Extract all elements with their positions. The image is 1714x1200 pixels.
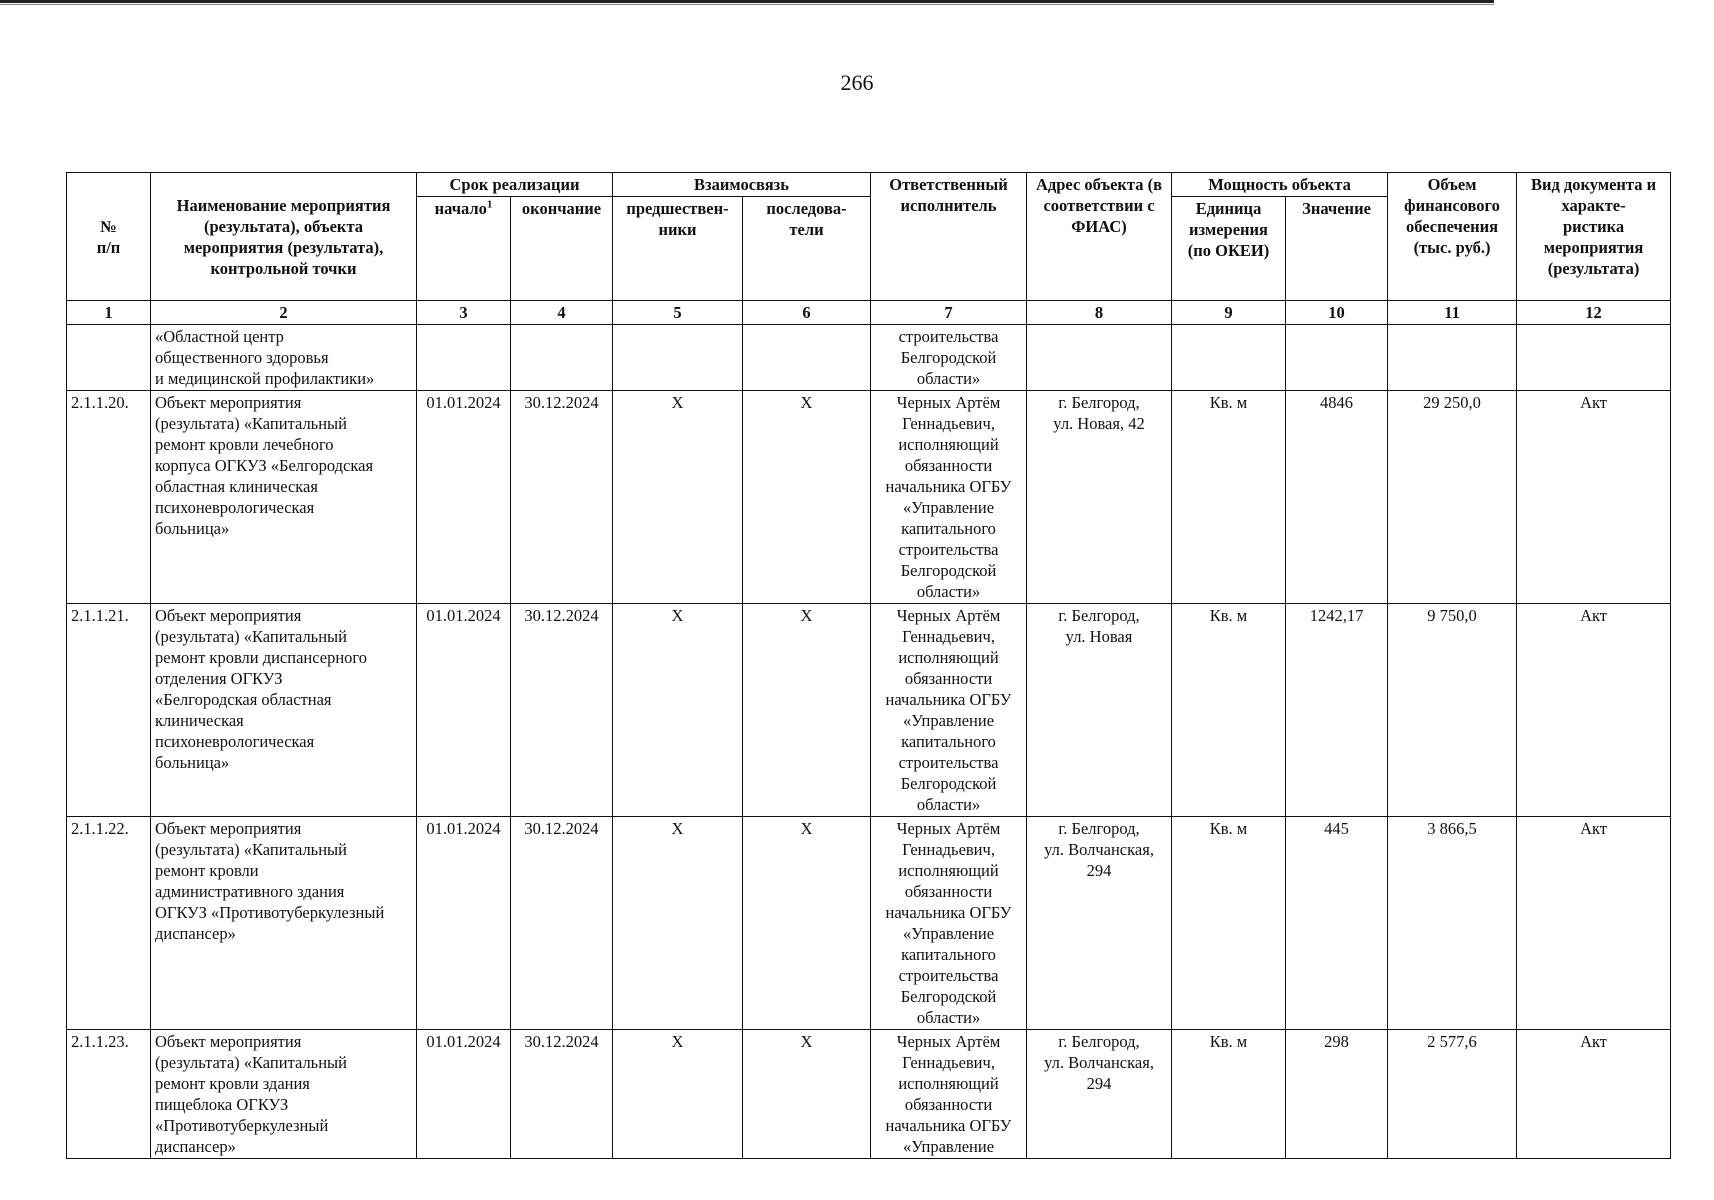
- cell-value: [1286, 325, 1388, 391]
- col-number: 5: [613, 301, 743, 325]
- cell-num: 2.1.1.20.: [67, 391, 151, 604]
- cell-unit: Кв. м: [1172, 391, 1286, 604]
- page-number: 266: [840, 70, 874, 95]
- cell-name: «Областной центр общественного здоровья и медицинской профилактики»: [151, 325, 417, 391]
- cell-responsible: Черных Артём Геннадьевич, исполняющий обязанности начальника ОГБУ «Управление капитального строительства Белгородской области»: [871, 817, 1027, 1030]
- col-number: 1: [67, 301, 151, 325]
- table-row: [67, 391, 1671, 604]
- cell-end: 30.12.2024: [511, 604, 613, 817]
- cell-value: 1242,17: [1286, 604, 1388, 817]
- cell-num: 2.1.1.21.: [67, 604, 151, 817]
- cell-end: 30.12.2024: [511, 817, 613, 1030]
- header-power-group: Мощность объекта: [1172, 173, 1388, 197]
- cell-name: Объект мероприятия (результата) «Капитальный ремонт кровли административного здания ОГКУЗ «Противотуберкулезный диспансер»: [151, 817, 417, 1030]
- cell-value: 4846: [1286, 391, 1388, 604]
- cell-value: 445: [1286, 817, 1388, 1030]
- header-term-group: Срок реализации: [417, 173, 613, 197]
- header-start: [417, 197, 511, 301]
- cell-address: г. Белгород, ул. Новая: [1027, 604, 1172, 817]
- cell-succ: Х: [743, 1030, 871, 1159]
- header-unit: Единица измерения (по ОКЕИ): [1172, 197, 1286, 301]
- cell-responsible: Черных Артём Геннадьевич, исполняющий обязанности начальника ОГБУ «Управление: [871, 1030, 1027, 1159]
- cell-unit: Кв. м: [1172, 817, 1286, 1030]
- cell-start: 01.01.2024: [417, 1030, 511, 1159]
- col-number: 4: [511, 301, 613, 325]
- col-number: 2: [151, 301, 417, 325]
- cell-doc: [1517, 325, 1671, 391]
- table-row: [67, 604, 1671, 817]
- table-row: [67, 817, 1671, 1030]
- cell-num: [67, 325, 151, 391]
- cell-value: 298: [1286, 1030, 1388, 1159]
- cell-start: [417, 325, 511, 391]
- cell-pred: Х: [613, 1030, 743, 1159]
- col-number: 8: [1027, 301, 1172, 325]
- cell-pred: Х: [613, 391, 743, 604]
- header-start-footnote: 1: [486, 198, 493, 211]
- header-finance: Объем финансового обеспечения (тыс. руб.): [1388, 173, 1517, 301]
- col-number: 12: [1517, 301, 1671, 325]
- cell-finance: 29 250,0: [1388, 391, 1517, 604]
- cell-finance: 3 866,5: [1388, 817, 1517, 1030]
- cell-responsible: Черных Артём Геннадьевич, исполняющий обязанности начальника ОГБУ «Управление капитального строительства Белгородской области»: [871, 604, 1027, 817]
- cell-pred: [613, 325, 743, 391]
- header-value: Значение: [1286, 197, 1388, 301]
- header-successors: последова- тели: [743, 197, 871, 301]
- cell-end: [511, 325, 613, 391]
- header-link-group: Взаимосвязь: [613, 173, 871, 197]
- cell-address: г. Белгород, ул. Волчанская, 294: [1027, 817, 1172, 1030]
- cell-finance: [1388, 325, 1517, 391]
- cell-end: 30.12.2024: [511, 1030, 613, 1159]
- cell-doc: Акт: [1517, 817, 1671, 1030]
- cell-start: 01.01.2024: [417, 817, 511, 1030]
- cell-start: 01.01.2024: [417, 391, 511, 604]
- header-num: № п/п: [67, 173, 151, 301]
- cell-unit: [1172, 325, 1286, 391]
- cell-finance: 9 750,0: [1388, 604, 1517, 817]
- col-number: 10: [1286, 301, 1388, 325]
- top-border-line: [0, 0, 1494, 3]
- table-row: [67, 1030, 1671, 1159]
- cell-name: Объект мероприятия (результата) «Капитальный ремонт кровли диспансерного отделения ОГКУЗ «Белгородская областная клиническая психоневрологическая больница»: [151, 604, 417, 817]
- cell-unit: Кв. м: [1172, 604, 1286, 817]
- col-number: 7: [871, 301, 1027, 325]
- cell-name: Объект мероприятия (результата) «Капитальный ремонт кровли лечебного корпуса ОГКУЗ «Белгородская областная клиническая психоневрологическая больница»: [151, 391, 417, 604]
- cell-start: 01.01.2024: [417, 604, 511, 817]
- cell-succ: Х: [743, 817, 871, 1030]
- header-name: Наименование мероприятия (результата), объекта мероприятия (результата), контрольной точки: [151, 173, 417, 301]
- cell-num: 2.1.1.23.: [67, 1030, 151, 1159]
- cell-doc: Акт: [1517, 604, 1671, 817]
- col-number: 9: [1172, 301, 1286, 325]
- col-number: 11: [1388, 301, 1517, 325]
- cell-succ: Х: [743, 391, 871, 604]
- header-responsible: Ответственный исполнитель: [871, 173, 1027, 301]
- cell-finance: 2 577,6: [1388, 1030, 1517, 1159]
- cell-address: [1027, 325, 1172, 391]
- cell-address: г. Белгород, ул. Новая, 42: [1027, 391, 1172, 604]
- cell-unit: Кв. м: [1172, 1030, 1286, 1159]
- header-predecessors: предшествен- ники: [613, 197, 743, 301]
- cell-pred: Х: [613, 817, 743, 1030]
- col-number: 6: [743, 301, 871, 325]
- table-row: [67, 325, 1671, 391]
- header-end: окончание: [511, 197, 613, 301]
- header-address: Адрес объекта (в соответствии с ФИАС): [1027, 173, 1172, 301]
- cell-name: Объект мероприятия (результата) «Капитальный ремонт кровли здания пищеблока ОГКУЗ «Противотуберкулезный диспансер»: [151, 1030, 417, 1159]
- cell-address: г. Белгород, ул. Волчанская, 294: [1027, 1030, 1172, 1159]
- cell-doc: Акт: [1517, 391, 1671, 604]
- cell-responsible: Черных Артём Геннадьевич, исполняющий обязанности начальника ОГБУ «Управление капитального строительства Белгородской области»: [871, 391, 1027, 604]
- cell-succ: [743, 325, 871, 391]
- top-border-line-thin: [0, 4, 1494, 5]
- cell-succ: Х: [743, 604, 871, 817]
- col-number: 3: [417, 301, 511, 325]
- header-start-label: начало: [434, 199, 487, 218]
- cell-num: 2.1.1.22.: [67, 817, 151, 1030]
- activities-table: [66, 172, 1671, 1159]
- header-doc-type: Вид документа и характе- ристика мероприятия (результата): [1517, 173, 1671, 301]
- cell-end: 30.12.2024: [511, 391, 613, 604]
- cell-responsible: строительства Белгородской области»: [871, 325, 1027, 391]
- cell-pred: Х: [613, 604, 743, 817]
- cell-doc: Акт: [1517, 1030, 1671, 1159]
